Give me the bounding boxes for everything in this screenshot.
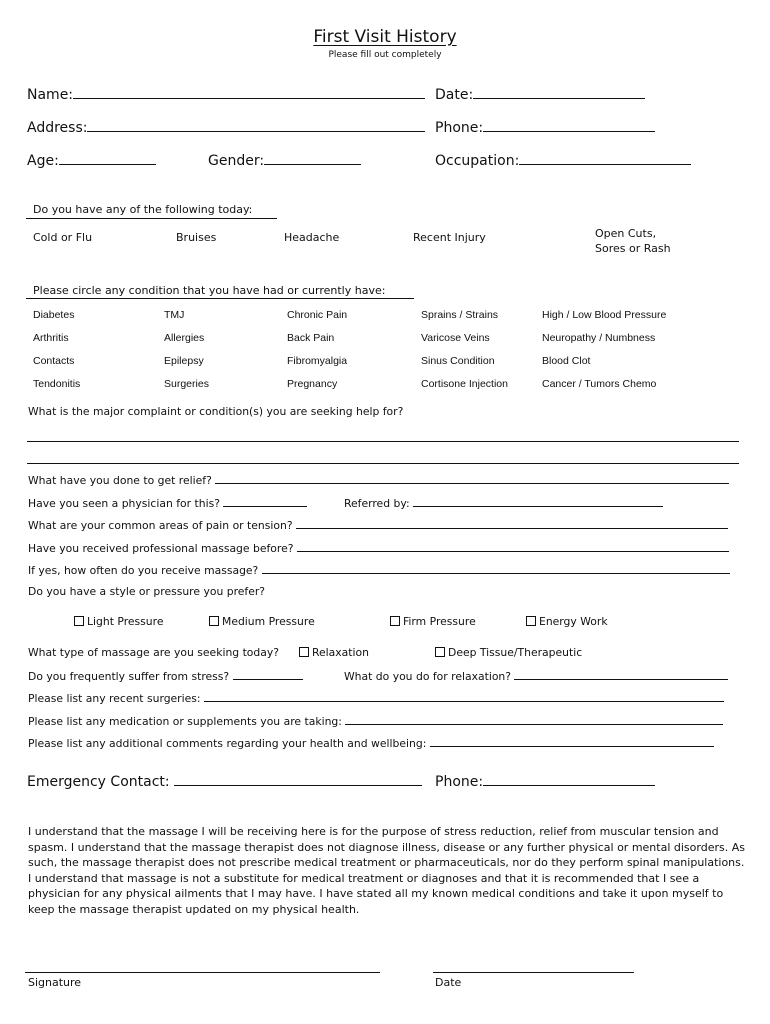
relaxation-row <box>344 668 728 683</box>
condition-item[interactable]: Allergies <box>164 332 205 344</box>
gender-label: Gender: <box>208 153 265 169</box>
today-item[interactable]: Open Cuts, <box>595 227 657 240</box>
condition-item[interactable]: Fibromyalgia <box>287 355 348 367</box>
signature-date-label: Date <box>435 976 462 989</box>
condition-item[interactable]: Blood Clot <box>542 355 591 367</box>
address-label: Address: <box>27 120 88 136</box>
referred-field[interactable] <box>413 495 663 507</box>
age-field[interactable] <box>59 151 156 165</box>
checkbox-icon[interactable] <box>390 616 400 626</box>
relief-field[interactable] <box>215 472 729 484</box>
today-item[interactable]: Recent Injury <box>413 231 486 244</box>
occupation-field[interactable] <box>519 151 691 165</box>
phone-field[interactable] <box>483 118 655 132</box>
gender-row <box>208 151 361 169</box>
condition-item[interactable]: Sprains / Strains <box>421 309 499 321</box>
condition-item[interactable]: Diabetes <box>33 309 75 321</box>
prof-massage-field[interactable] <box>297 540 729 552</box>
checkbox-icon[interactable] <box>435 647 445 657</box>
massage-type-option[interactable]: Relaxation <box>299 646 369 659</box>
comments-question: Please list any additional comments regarding your health and wellbeing: <box>28 737 427 750</box>
today-item[interactable]: Sores or Rash <box>595 242 671 255</box>
date-field[interactable] <box>473 85 645 99</box>
physician-field[interactable] <box>223 495 307 507</box>
phone-row <box>435 118 655 136</box>
condition-item[interactable]: Chronic Pain <box>287 309 348 321</box>
condition-item[interactable]: High / Low Blood Pressure <box>542 309 667 321</box>
emergency-phone-label: Phone: <box>435 774 484 790</box>
surgeries-question: Please list any recent surgeries: <box>28 692 201 705</box>
relief-row <box>28 472 729 487</box>
pain-areas-question: What are your common areas of pain or tension? <box>28 519 293 532</box>
condition-item[interactable]: Arthritis <box>33 332 69 344</box>
massage-type-option[interactable]: Deep Tissue/Therapeutic <box>435 646 582 659</box>
how-often-row <box>28 562 730 577</box>
stress-row <box>28 668 303 683</box>
comments-field[interactable] <box>430 735 714 747</box>
checkbox-icon[interactable] <box>74 616 84 626</box>
condition-item[interactable]: Sinus Condition <box>421 355 495 367</box>
condition-item[interactable]: TMJ <box>164 309 185 321</box>
referred-label: Referred by: <box>344 497 410 510</box>
conditions-heading: Please circle any condition that you have had or currently have: <box>33 284 386 297</box>
condition-item[interactable]: Pregnancy <box>287 378 338 390</box>
today-heading-rule <box>26 218 277 219</box>
surgeries-field[interactable] <box>204 690 724 702</box>
prof-massage-row <box>28 540 729 555</box>
conditions-heading-rule <box>26 298 414 299</box>
age-label: Age: <box>27 153 59 169</box>
pain-areas-field[interactable] <box>296 517 728 529</box>
address-row <box>27 118 425 136</box>
stress-field[interactable] <box>233 668 303 680</box>
gender-field[interactable] <box>264 151 361 165</box>
how-often-question: If yes, how often do you receive massage? <box>28 564 259 577</box>
relaxation-question: What do you do for relaxation? <box>344 670 512 683</box>
occupation-label: Occupation: <box>435 153 520 169</box>
pressure-option[interactable]: Medium Pressure <box>209 615 315 628</box>
complaint-answer-line-1[interactable] <box>27 430 739 442</box>
pressure-option[interactable]: Energy Work <box>526 615 608 628</box>
today-item[interactable]: Cold or Flu <box>33 231 93 244</box>
condition-item[interactable]: Cortisone Injection <box>421 378 508 390</box>
massage-type-question: What type of massage are you seeking today? <box>28 646 280 659</box>
relief-question: What have you done to get relief? <box>28 474 212 487</box>
complaint-question: What is the major complaint or condition(s) you are seeking help for? <box>28 405 404 418</box>
condition-item[interactable]: Back Pain <box>287 332 335 344</box>
medication-row <box>28 713 723 728</box>
condition-item[interactable]: Neuropathy / Numbness <box>542 332 656 344</box>
pain-areas-row <box>28 517 728 532</box>
name-row <box>27 85 425 103</box>
pressure-question: Do you have a style or pressure you prefer? <box>28 585 266 598</box>
occupation-row <box>435 151 691 169</box>
emergency-contact-label: Emergency Contact: <box>27 774 170 790</box>
today-heading: Do you have any of the following today: <box>33 203 253 216</box>
condition-item[interactable]: Tendonitis <box>33 378 81 390</box>
emergency-contact-field[interactable] <box>174 772 422 786</box>
checkbox-icon[interactable] <box>209 616 219 626</box>
emergency-phone-row <box>435 772 655 790</box>
today-item[interactable]: Headache <box>284 231 340 244</box>
medication-question: Please list any medication or supplements you are taking: <box>28 715 342 728</box>
condition-item[interactable]: Contacts <box>33 355 75 367</box>
surgeries-row <box>28 690 724 705</box>
signature-line[interactable] <box>25 972 380 973</box>
address-field[interactable] <box>87 118 425 132</box>
comments-row <box>28 735 714 750</box>
complaint-answer-line-2[interactable] <box>27 452 739 464</box>
checkbox-icon[interactable] <box>526 616 536 626</box>
how-often-field[interactable] <box>262 562 730 574</box>
physician-row <box>28 495 307 510</box>
signature-label: Signature <box>28 976 82 989</box>
emergency-contact-row <box>27 772 422 790</box>
page-subtitle: Please fill out completely <box>328 50 442 60</box>
today-item[interactable]: Bruises <box>176 231 217 244</box>
prof-massage-question: Have you received professional massage before? <box>28 542 294 555</box>
name-field[interactable] <box>73 85 425 99</box>
condition-item[interactable]: Cancer / Tumors Chemo <box>542 378 657 390</box>
name-label: Name: <box>27 87 74 103</box>
age-row <box>27 151 156 169</box>
condition-item[interactable]: Varicose Veins <box>421 332 490 344</box>
physician-question: Have you seen a physician for this? <box>28 497 220 510</box>
date-label: Date: <box>435 87 474 103</box>
phone-label: Phone: <box>435 120 484 136</box>
checkbox-icon[interactable] <box>299 647 309 657</box>
referred-row <box>344 495 663 510</box>
consent-text: I understand that the massage I will be receiving here is for the purpose of stress reduction, relief from muscular tension and spasm. I understand that the massage therapist does not diagnose illness, disease or any further physical or mental disorders. As such, the massage therapist does not prescribe medical treatment or pharmaceuticals, nor do they perform spinal manipulations. I understand that massage is not a substitute for medical treatment or diagnoses and that it is recommended that I see a physician for any physical ailments that I may have. I have stated all my known medical conditions and take it upon myself to keep the massage therapist updated on my physical health. <box>28 825 745 916</box>
stress-question: Do you frequently suffer from stress? <box>28 670 230 683</box>
pressure-option[interactable]: Light Pressure <box>74 615 163 628</box>
emergency-phone-field[interactable] <box>483 772 655 786</box>
date-row <box>435 85 645 103</box>
signature-date-line[interactable] <box>433 972 634 973</box>
page-title: First Visit History <box>313 27 457 47</box>
pressure-option[interactable]: Firm Pressure <box>390 615 476 628</box>
relaxation-field[interactable] <box>514 668 728 680</box>
condition-item[interactable]: Surgeries <box>164 378 209 390</box>
condition-item[interactable]: Epilepsy <box>164 355 204 367</box>
medication-field[interactable] <box>345 713 723 725</box>
